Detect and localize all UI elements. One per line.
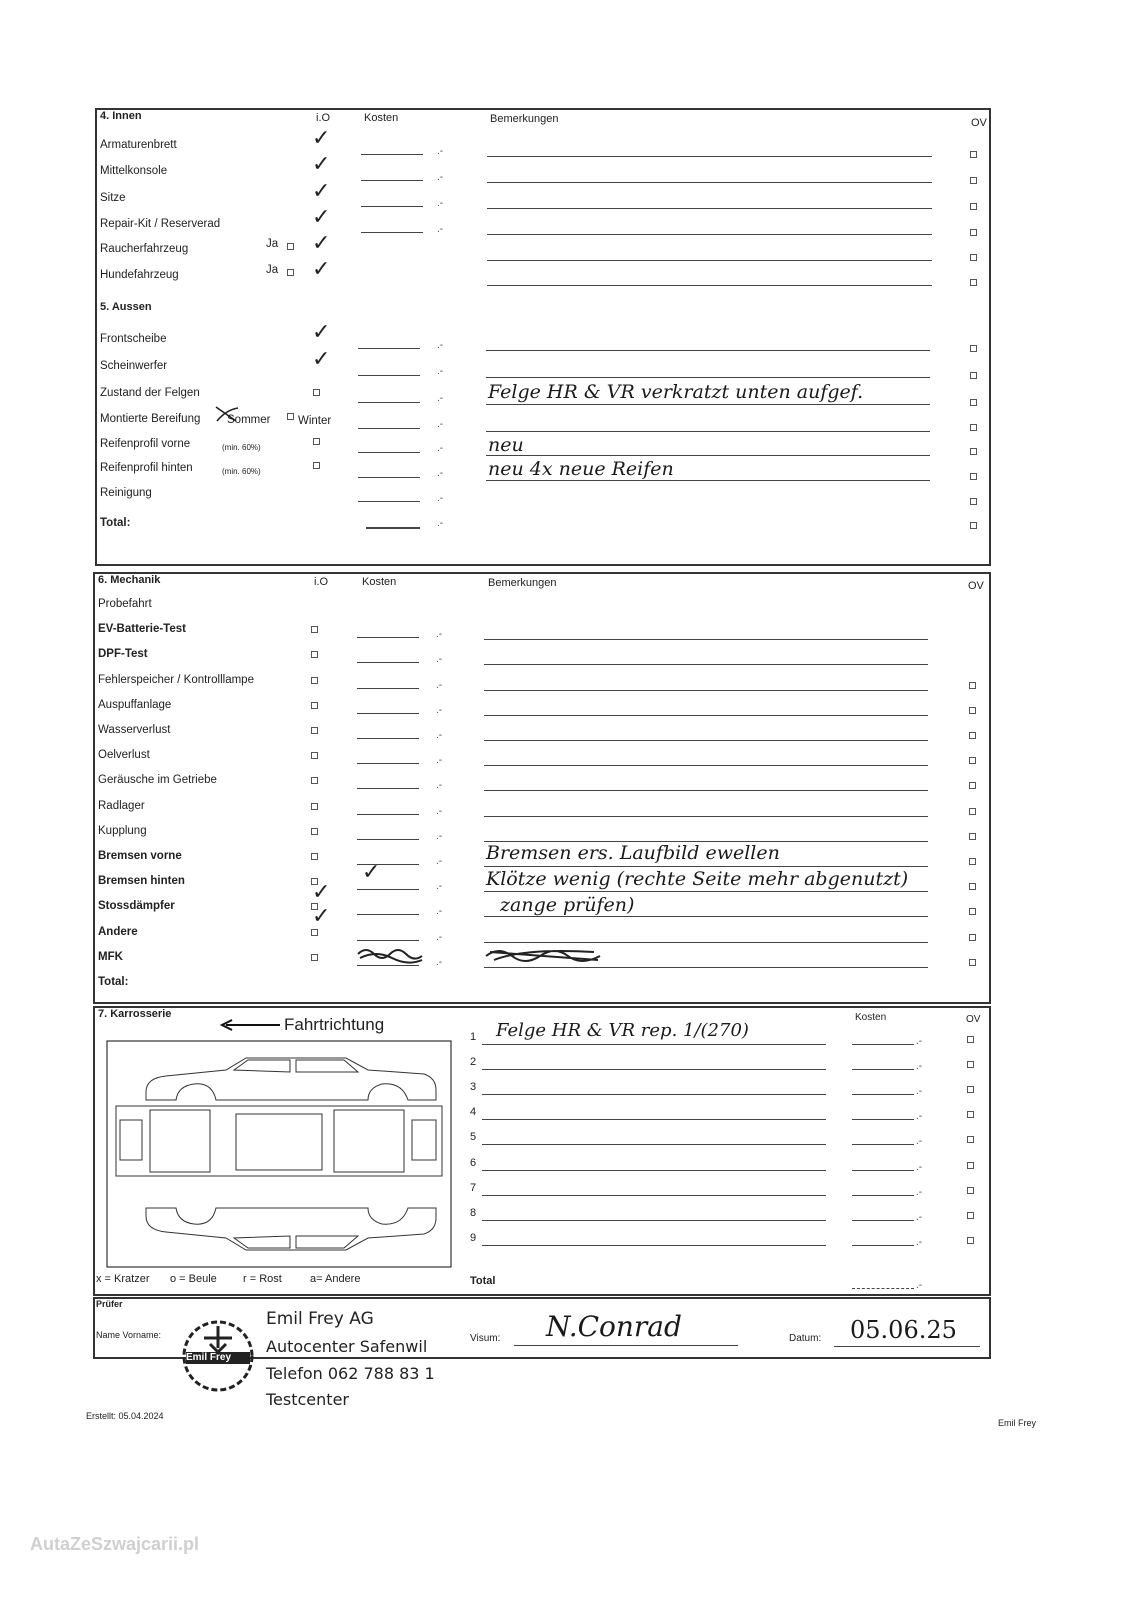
- kosten-line[interactable]: [357, 788, 419, 789]
- stamp-line1: Emil Frey AG: [266, 1309, 374, 1329]
- section-innen-aussen: [95, 108, 991, 566]
- min-hinten: (min. 60%): [222, 467, 261, 476]
- ov-checkbox[interactable]: [967, 1111, 974, 1118]
- kosten-line[interactable]: [357, 713, 419, 714]
- check-icon: ✓: [312, 880, 331, 905]
- kosten-line[interactable]: [852, 1119, 914, 1120]
- kosten-dash: .-: [437, 493, 444, 504]
- karosserie-row-number: 3: [470, 1081, 477, 1093]
- note-stossdaempfer: zange prüfen): [500, 894, 635, 916]
- mechanik-item: Andere: [98, 926, 138, 938]
- datum-line[interactable]: [834, 1346, 980, 1347]
- kosten-line[interactable]: [357, 688, 419, 689]
- mechanik-col-ov: OV: [968, 580, 984, 592]
- kosten-dash: .-: [916, 1136, 923, 1147]
- io-checkbox[interactable]: [311, 777, 318, 784]
- kosten-line[interactable]: [852, 1170, 914, 1171]
- ov-checkbox[interactable]: [970, 177, 977, 184]
- bemerkung-line[interactable]: [487, 234, 932, 235]
- datum-label: Datum:: [789, 1333, 822, 1344]
- bemerkung-line[interactable]: [487, 182, 932, 183]
- ja-checkbox-hund[interactable]: [287, 269, 294, 276]
- bemerkung-line[interactable]: [486, 350, 930, 351]
- kosten-dash: .-: [437, 419, 444, 430]
- note-bremsen-hinten: Klötze wenig (rechte Seite mehr abgenutzt): [486, 868, 909, 890]
- check-icon: ✓: [312, 179, 331, 204]
- sommer-option[interactable]: Sommer: [227, 414, 271, 426]
- mechanik-item: Auspuffanlage: [98, 699, 172, 711]
- pruefer-title: Prüfer: [96, 1299, 123, 1309]
- stamp-logo-text: Emil Frey: [186, 1352, 232, 1363]
- mechanik-col-kosten: Kosten: [362, 576, 397, 588]
- kosten-line[interactable]: [357, 662, 419, 663]
- bemerkung-line[interactable]: [487, 285, 932, 286]
- bemerkung-line[interactable]: [484, 740, 928, 741]
- visum-label: Visum:: [470, 1333, 501, 1344]
- bemerkung-line[interactable]: [484, 765, 928, 766]
- karosserie-remark-line[interactable]: [482, 1144, 826, 1145]
- item-armaturenbrett: Armaturenbrett: [100, 139, 177, 151]
- legend-rost: r = Rost: [243, 1273, 282, 1285]
- bemerkung-line[interactable]: [486, 455, 930, 456]
- io-checkbox[interactable]: [313, 438, 320, 445]
- kosten-line[interactable]: [852, 1245, 914, 1246]
- kosten-dash: .-: [437, 393, 444, 404]
- item-reinigung: Reinigung: [100, 487, 152, 499]
- item-raucherfahrzeug: Raucherfahrzeug: [100, 243, 189, 255]
- ov-checkbox[interactable]: [970, 522, 977, 529]
- karosserie-row-number: 8: [470, 1207, 477, 1219]
- legend-kratzer: x = Kratzer: [96, 1273, 150, 1285]
- mechanik-item: Bremsen hinten: [98, 875, 185, 887]
- kosten-dash: .-: [436, 881, 443, 892]
- karosserie-row-number: 5: [470, 1131, 477, 1143]
- karosserie-col-kosten: Kosten: [855, 1012, 887, 1023]
- item-scheinwerfer: Scheinwerfer: [100, 360, 168, 372]
- mechanik-item: EV-Batterie-Test: [98, 623, 186, 635]
- ov-checkbox[interactable]: [970, 229, 977, 236]
- kosten-line[interactable]: [358, 501, 420, 502]
- check-icon: ✓: [312, 257, 331, 282]
- mechanik-item: Bremsen vorne: [98, 850, 182, 862]
- kosten-line[interactable]: [852, 1195, 914, 1196]
- check-icon: ✓: [312, 904, 331, 929]
- bemerkung-line[interactable]: [484, 942, 928, 943]
- ov-checkbox[interactable]: [970, 424, 977, 431]
- kosten-line[interactable]: [357, 914, 419, 915]
- ov-checkbox[interactable]: [969, 782, 976, 789]
- check-icon: ✓: [312, 320, 331, 345]
- car-diagram: [106, 1040, 452, 1268]
- kosten-dash: .-: [916, 1061, 923, 1072]
- note-felgen: Felge HR & VR verkratzt unten aufgef.: [488, 381, 864, 403]
- bemerkung-line[interactable]: [484, 790, 928, 791]
- ov-checkbox[interactable]: [967, 1036, 974, 1043]
- ov-checkbox[interactable]: [970, 151, 977, 158]
- mechanik-item: DPF-Test: [98, 648, 148, 660]
- kosten-dash: .-: [437, 224, 444, 235]
- min-vorne: (min. 60%): [222, 443, 261, 452]
- innen-title: 4. Innen: [100, 110, 142, 122]
- io-checkbox[interactable]: [311, 929, 318, 936]
- karosserie-remark-line[interactable]: [482, 1094, 826, 1095]
- mechanik-item: Kupplung: [98, 825, 147, 837]
- aussen-title: 5. Aussen: [100, 301, 152, 313]
- sommer-cross-icon: [214, 404, 240, 424]
- stamp-line4: Testcenter: [266, 1390, 349, 1409]
- karosserie-title: 7. Karrosserie: [98, 1008, 172, 1020]
- arrow-left-icon: [218, 1018, 282, 1032]
- ov-checkbox[interactable]: [969, 858, 976, 865]
- kosten-line[interactable]: [357, 738, 419, 739]
- kosten-dash: .-: [437, 172, 444, 183]
- mechanik-item: Stossdämpfer: [98, 900, 175, 912]
- bemerkung-line[interactable]: [486, 377, 930, 378]
- mechanik-item: Geräusche im Getriebe: [98, 774, 217, 786]
- kosten-dash: .-: [436, 906, 443, 917]
- bemerkung-line[interactable]: [487, 208, 932, 209]
- ov-checkbox[interactable]: [969, 682, 976, 689]
- bemerkung-line[interactable]: [484, 639, 928, 640]
- bemerkung-line[interactable]: [484, 866, 928, 867]
- kosten-dash: .-: [916, 1212, 923, 1223]
- io-checkbox[interactable]: [311, 853, 318, 860]
- ov-checkbox[interactable]: [967, 1237, 974, 1244]
- karosserie-remark-line[interactable]: [482, 1195, 826, 1196]
- kosten-dash: .-: [436, 831, 443, 842]
- karosserie-total: Total: [470, 1275, 496, 1287]
- kosten-line[interactable]: [361, 206, 423, 207]
- ov-checkbox[interactable]: [969, 833, 976, 840]
- ov-checkbox[interactable]: [967, 1061, 974, 1068]
- kosten-line[interactable]: [361, 180, 423, 181]
- ov-checkbox[interactable]: [969, 732, 976, 739]
- ov-checkbox[interactable]: [970, 473, 977, 480]
- karosserie-remark-line[interactable]: [482, 1245, 826, 1246]
- innen-col-ov: OV: [971, 117, 987, 129]
- kosten-line[interactable]: [852, 1144, 914, 1145]
- kosten-dash: .-: [916, 1237, 923, 1248]
- check-icon: ✓: [312, 231, 331, 256]
- mechanik-item: Probefahrt: [98, 598, 152, 610]
- ov-checkbox[interactable]: [970, 399, 977, 406]
- visum-line[interactable]: [514, 1345, 738, 1346]
- ov-checkbox[interactable]: [970, 345, 977, 352]
- item-hundefahrzeug: Hundefahrzeug: [100, 269, 179, 281]
- innen-col-io: i.O: [316, 112, 331, 124]
- check-icon: ✓: [312, 152, 331, 177]
- ov-checkbox[interactable]: [969, 757, 976, 764]
- bemerkung-line[interactable]: [484, 967, 928, 968]
- kosten-line[interactable]: [358, 428, 420, 429]
- kosten-dash: .-: [436, 932, 443, 943]
- karosserie-row-number: 4: [470, 1106, 477, 1118]
- io-checkbox[interactable]: [313, 462, 320, 469]
- kosten-line[interactable]: [357, 889, 419, 890]
- mechanik-item: MFK: [98, 951, 123, 963]
- kosten-dash: .-: [437, 468, 444, 479]
- kosten-line[interactable]: [361, 232, 423, 233]
- ja-label-hund: Ja: [266, 264, 279, 276]
- kosten-line[interactable]: [357, 940, 419, 941]
- ov-checkbox[interactable]: [969, 808, 976, 815]
- kosten-line[interactable]: [358, 348, 420, 349]
- io-checkbox[interactable]: [311, 752, 318, 759]
- io-checkbox[interactable]: [311, 626, 318, 633]
- item-reifenprofil-vorne: Reifenprofil vorne: [100, 438, 191, 450]
- signature: N.Conrad: [546, 1310, 682, 1343]
- ov-checkbox[interactable]: [967, 1187, 974, 1194]
- bemerkung-line[interactable]: [484, 891, 928, 892]
- note-bremsen-vorne: Bremsen ers. Laufbild ewellen: [486, 842, 780, 864]
- kosten-dash: .-: [436, 680, 443, 691]
- bemerkung-line[interactable]: [487, 156, 932, 157]
- kosten-line[interactable]: [852, 1094, 914, 1095]
- scribble-icon: [356, 944, 426, 966]
- item-repair-kit: Repair-Kit / Reserverad: [100, 218, 221, 230]
- date-value: 05.06.25: [850, 1316, 957, 1344]
- check-icon: ✓: [312, 126, 331, 151]
- karosserie-row-number: 6: [470, 1157, 477, 1169]
- kosten-dash: .-: [437, 198, 444, 209]
- winter-checkbox[interactable]: [287, 413, 294, 420]
- item-mittelkonsole: Mittelkonsole: [100, 165, 168, 177]
- io-checkbox[interactable]: [313, 389, 320, 396]
- mechanik-item: Wasserverlust: [98, 724, 171, 736]
- kosten-dash: .-: [436, 705, 443, 716]
- kosten-line[interactable]: [852, 1220, 914, 1221]
- kosten-dash: .-: [916, 1036, 923, 1047]
- erstellt-date: Erstellt: 05.04.2024: [86, 1411, 164, 1421]
- mechanik-title: 6. Mechanik: [98, 574, 161, 586]
- io-checkbox[interactable]: [311, 803, 318, 810]
- karosserie-row-number: 1: [470, 1031, 477, 1043]
- karosserie-row1-note: Felge HR & VR rep. 1/(270): [496, 1020, 749, 1041]
- check-icon: ✓: [312, 205, 331, 230]
- ja-checkbox-raucher[interactable]: [287, 243, 294, 250]
- kosten-line[interactable]: [358, 477, 420, 478]
- ov-checkbox[interactable]: [970, 498, 977, 505]
- kosten-dash: .-: [437, 146, 444, 157]
- kosten-line[interactable]: [357, 839, 419, 840]
- ov-checkbox[interactable]: [969, 707, 976, 714]
- note-reifen-hinten: neu 4x neue Reifen: [488, 458, 674, 480]
- io-checkbox[interactable]: [311, 677, 318, 684]
- karosserie-col-ov: OV: [966, 1014, 981, 1025]
- karosserie-remark-line[interactable]: [482, 1220, 826, 1221]
- kosten-dash: .-: [436, 755, 443, 766]
- mechanik-item: Radlager: [98, 800, 145, 812]
- note-reifen-vorne: neu: [488, 434, 524, 456]
- innen-col-kosten: Kosten: [364, 112, 399, 124]
- mechanik-item: Fehlerspeicher / Kontrolllampe: [98, 674, 254, 686]
- io-checkbox[interactable]: [311, 702, 318, 709]
- bemerkung-line[interactable]: [484, 715, 928, 716]
- ov-checkbox[interactable]: [970, 203, 977, 210]
- item-frontscheibe: Frontscheibe: [100, 333, 167, 345]
- bemerkung-line[interactable]: [484, 690, 928, 691]
- bemerkung-line[interactable]: [487, 260, 932, 261]
- karosserie-remark-line[interactable]: [482, 1119, 826, 1120]
- bemerkung-line[interactable]: [484, 664, 928, 665]
- item-sitze: Sitze: [100, 192, 126, 204]
- kosten-dash: .-: [437, 366, 444, 377]
- ov-checkbox[interactable]: [969, 908, 976, 915]
- karosserie-row-number: 7: [470, 1182, 477, 1194]
- fahrtrichtung-label: Fahrtrichtung: [284, 1015, 385, 1034]
- check-icon: ✓: [362, 860, 381, 885]
- kosten-dash: .-: [916, 1280, 923, 1291]
- kosten-line[interactable]: [852, 1044, 914, 1045]
- karosserie-row-number: 9: [470, 1232, 477, 1244]
- mechanik-col-bem: Bemerkungen: [488, 577, 557, 589]
- ja-label-raucher: Ja: [266, 238, 279, 250]
- innen-col-bem: Bemerkungen: [490, 113, 559, 125]
- mechanik-item: Oelverlust: [98, 749, 150, 761]
- kosten-line[interactable]: [357, 763, 419, 764]
- kosten-total-line[interactable]: [852, 1288, 914, 1289]
- ov-checkbox[interactable]: [969, 883, 976, 890]
- io-checkbox[interactable]: [311, 727, 318, 734]
- bemerkung-line[interactable]: [486, 480, 930, 481]
- io-checkbox[interactable]: [311, 828, 318, 835]
- footer-brand: Emil Frey: [998, 1418, 1036, 1428]
- kosten-dash: .-: [436, 780, 443, 791]
- kosten-dash: .-: [916, 1086, 923, 1097]
- ov-checkbox[interactable]: [970, 372, 977, 379]
- kosten-line[interactable]: [361, 154, 423, 155]
- legend-andere: a= Andere: [310, 1273, 361, 1285]
- check-icon: ✓: [312, 347, 331, 372]
- ov-checkbox[interactable]: [969, 934, 976, 941]
- ov-checkbox[interactable]: [969, 959, 976, 966]
- kosten-dash: .-: [436, 629, 443, 640]
- karosserie-remark-line[interactable]: [482, 1044, 826, 1045]
- item-reifenprofil-hinten: Reifenprofil hinten: [100, 462, 193, 474]
- scribble-icon: [484, 944, 604, 966]
- ov-checkbox[interactable]: [967, 1162, 974, 1169]
- mechanik-col-io: i.O: [314, 576, 329, 588]
- ov-checkbox[interactable]: [967, 1086, 974, 1093]
- kosten-dash: .-: [437, 340, 444, 351]
- name-vorname-label: Name Vorname:: [96, 1330, 162, 1340]
- ov-checkbox[interactable]: [970, 448, 977, 455]
- kosten-line[interactable]: [358, 375, 420, 376]
- winter-option[interactable]: Winter: [298, 415, 332, 427]
- item-zustand-felgen: Zustand der Felgen: [100, 387, 200, 399]
- ov-checkbox[interactable]: [970, 254, 977, 261]
- kosten-line[interactable]: [357, 637, 419, 638]
- io-checkbox[interactable]: [311, 954, 318, 961]
- io-checkbox[interactable]: [311, 651, 318, 658]
- kosten-dash: .-: [436, 654, 443, 665]
- bemerkung-line[interactable]: [486, 431, 930, 432]
- kosten-dash: .-: [436, 730, 443, 741]
- item-montierte-bereifung: Montierte Bereifung: [100, 413, 201, 425]
- kosten-dash: .-: [436, 957, 443, 968]
- ov-checkbox[interactable]: [970, 279, 977, 286]
- kosten-dash: .-: [436, 806, 443, 817]
- kosten-total-line[interactable]: [366, 527, 420, 529]
- bemerkung-line[interactable]: [484, 916, 928, 917]
- kosten-line[interactable]: [357, 814, 419, 815]
- kosten-dash: .-: [916, 1162, 923, 1173]
- mechanik-item: Total:: [98, 976, 129, 988]
- watermark: AutaZeSzwajcarii.pl: [30, 1534, 200, 1554]
- kosten-dash: .-: [437, 518, 444, 529]
- kosten-line[interactable]: [358, 402, 420, 403]
- bemerkung-line[interactable]: [484, 816, 928, 817]
- legend-beule: o = Beule: [170, 1273, 217, 1285]
- kosten-line[interactable]: [852, 1069, 914, 1070]
- kosten-dash: .-: [916, 1187, 923, 1198]
- item-total-aussen: Total:: [100, 517, 131, 529]
- bemerkung-line[interactable]: [486, 404, 930, 405]
- section-mechanik: [93, 572, 991, 1004]
- karosserie-remark-line[interactable]: [482, 1069, 826, 1070]
- ov-checkbox[interactable]: [967, 1136, 974, 1143]
- karosserie-remark-line[interactable]: [482, 1170, 826, 1171]
- karosserie-row-number: 2: [470, 1056, 477, 1068]
- kosten-line[interactable]: [358, 452, 420, 453]
- kosten-dash: .-: [437, 443, 444, 454]
- kosten-dash: .-: [436, 856, 443, 867]
- kosten-dash: .-: [916, 1111, 923, 1122]
- ov-checkbox[interactable]: [967, 1212, 974, 1219]
- stamp-line3: Telefon 062 788 83 1: [266, 1364, 435, 1383]
- stamp-line2: Autocenter Safenwil: [266, 1337, 428, 1356]
